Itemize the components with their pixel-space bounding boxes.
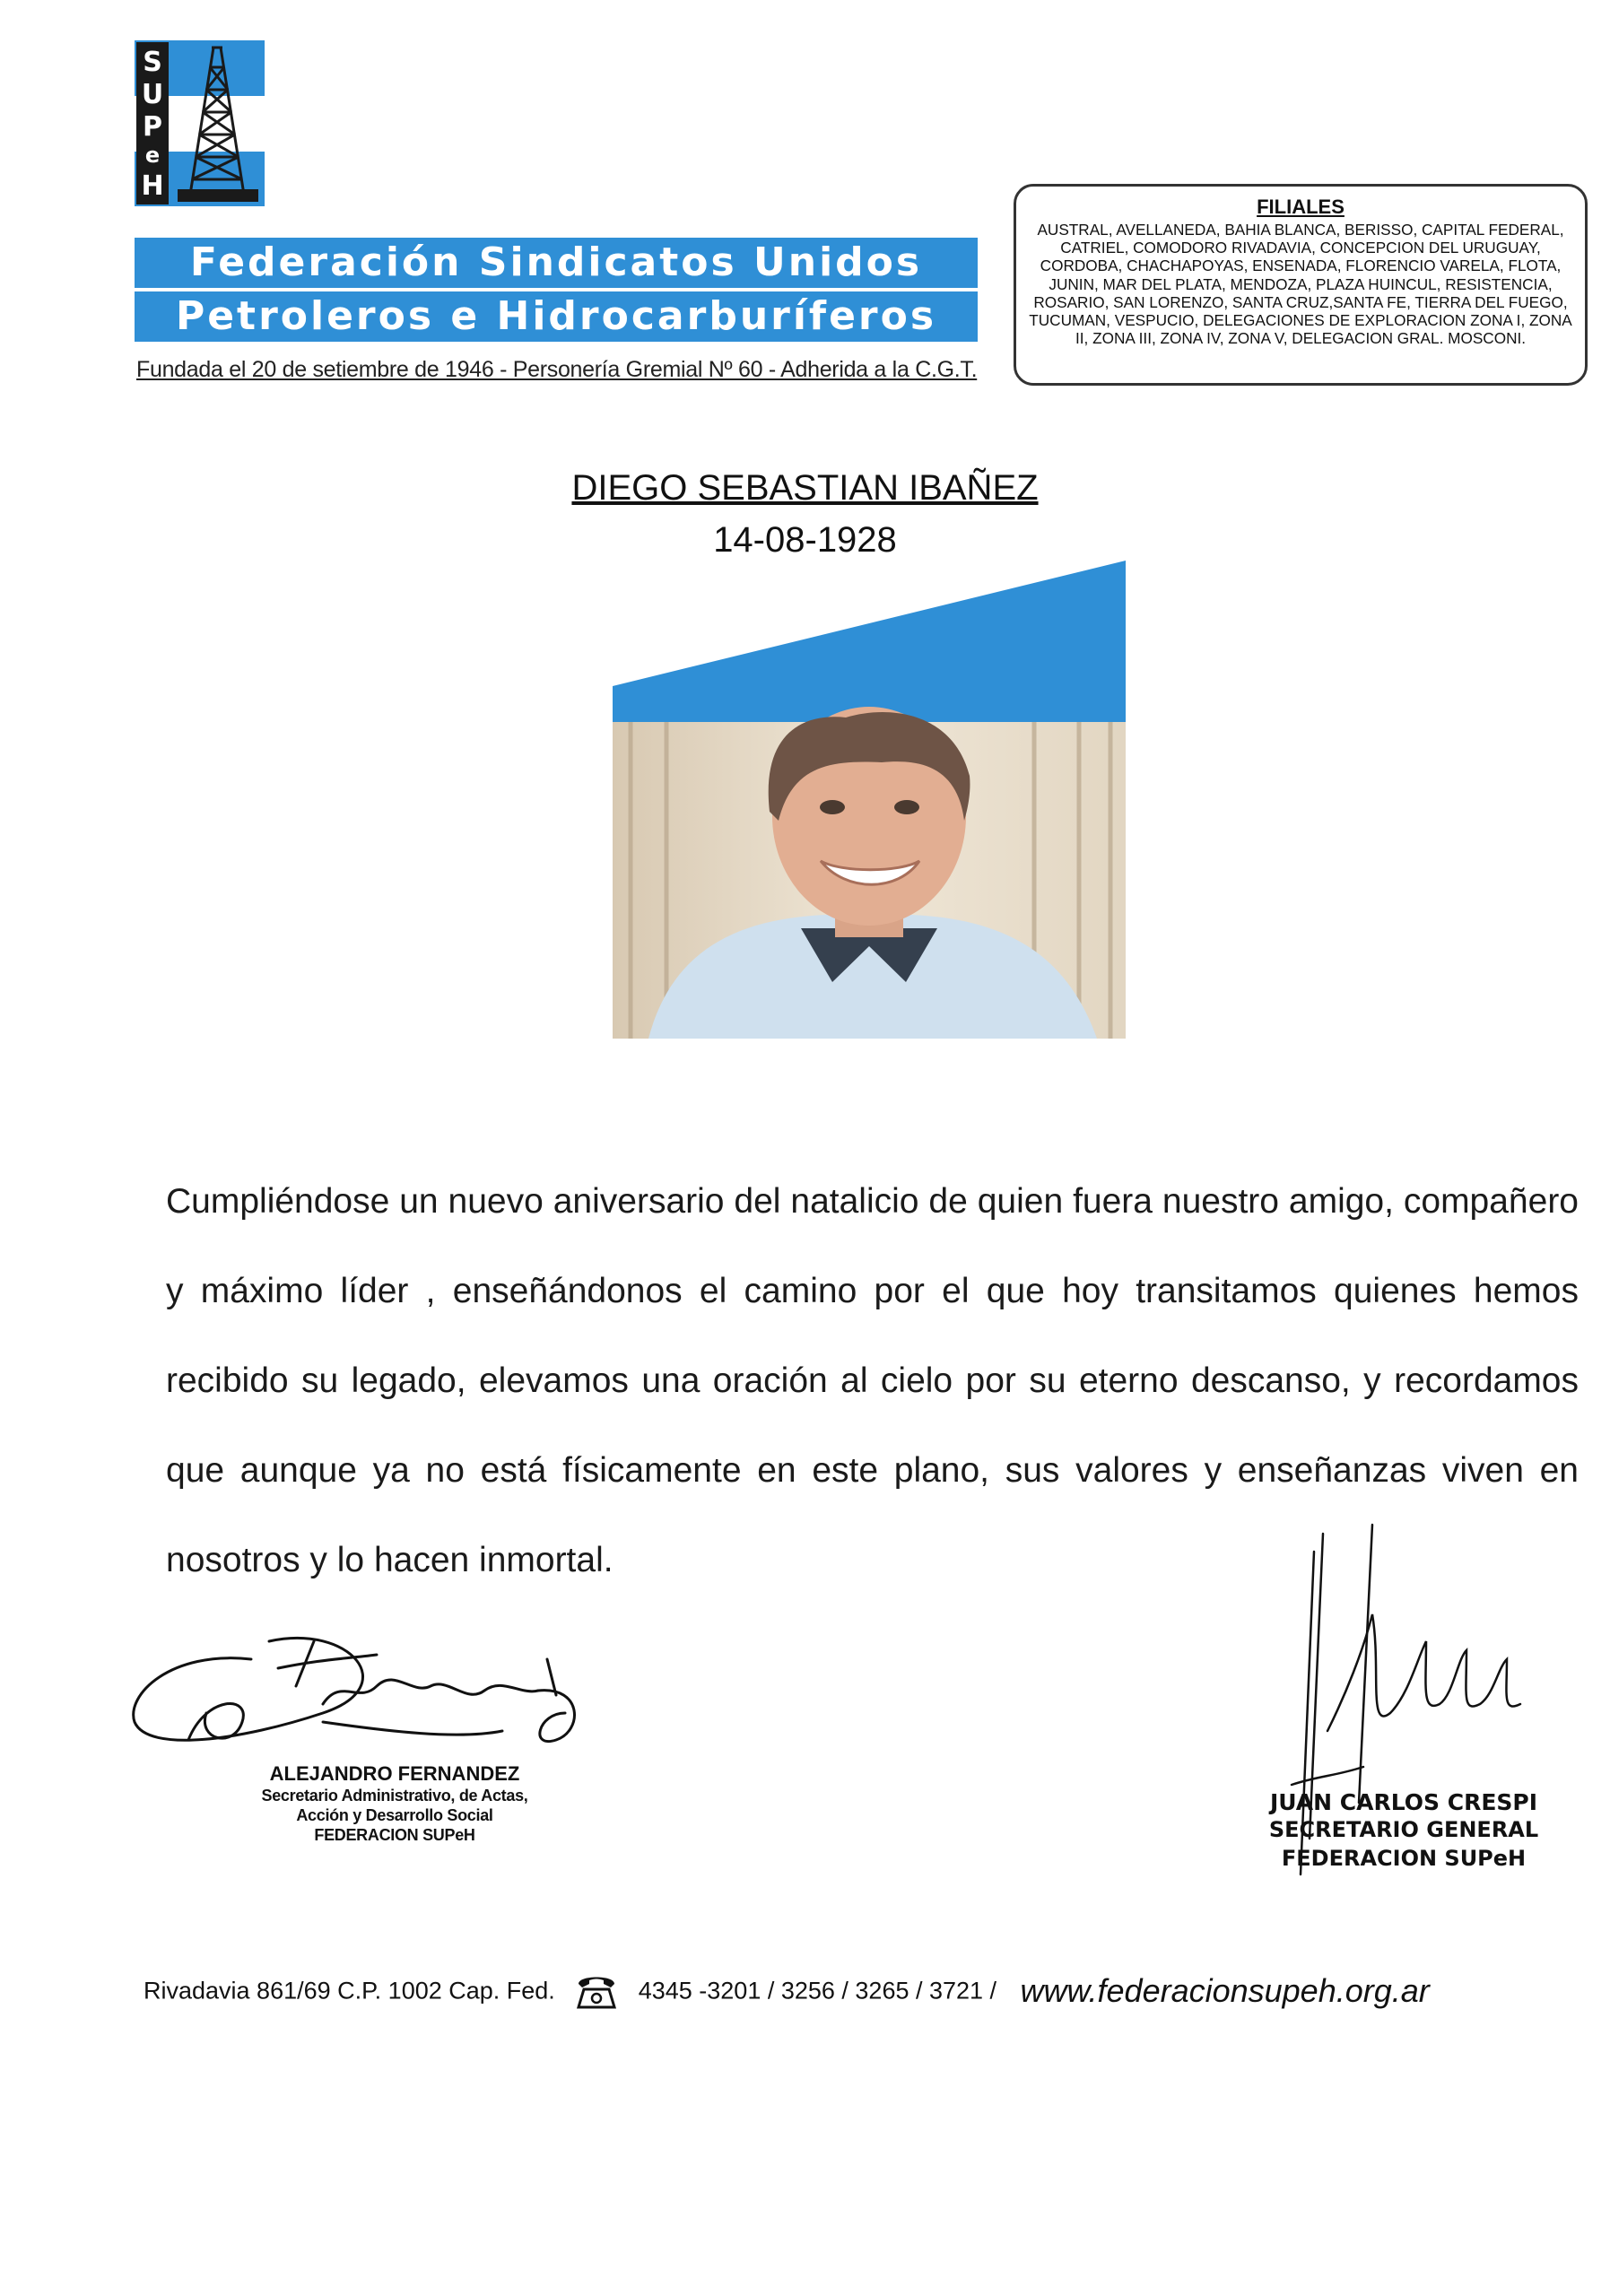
- signatory-left-name: ALEJANDRO FERNANDEZ: [269, 1762, 520, 1785]
- blue-wedge: [613, 561, 1126, 722]
- logo-letter-h: H: [141, 170, 164, 202]
- logo-letter-s: S: [143, 47, 162, 78]
- signatory-left-title-3: FEDERACION SUPeH: [314, 1826, 475, 1844]
- signatory-right-title-1: SECRETARIO GENERAL: [1268, 1817, 1539, 1842]
- honoree-name-text: DIEGO SEBASTIAN IBAÑEZ: [571, 468, 1039, 508]
- signatory-right-name: JUAN CARLOS CRESPI: [1269, 1789, 1538, 1815]
- honoree-name: [0, 468, 1610, 509]
- signature-fernandez: [117, 1605, 619, 1776]
- birth-date: 14-08-1928: [713, 520, 897, 560]
- footer-website[interactable]: www.federacionsupeh.org.ar: [1020, 1972, 1430, 2009]
- footer-phones: 4345 -3201 / 3256 / 3265 / 3721 /: [638, 1977, 997, 2005]
- logo-letter-u: U: [141, 79, 164, 110]
- logo-letter-e: e: [144, 143, 161, 168]
- federation-title-line-1: Federación Sindicatos Unidos: [135, 238, 978, 288]
- filiales-box: [1014, 184, 1588, 386]
- federation-title-line-2: Petroleros e Hidrocarburíferos: [135, 291, 978, 342]
- telephone-icon: [575, 1971, 618, 2011]
- footer-address: Rivadavia 861/69 C.P. 1002 Cap. Fed.: [144, 1977, 555, 2005]
- signatory-right: [1251, 1789, 1556, 1873]
- footer: [144, 1971, 1610, 2016]
- filiales-title: FILIALES: [1257, 196, 1345, 218]
- founded-line: Fundada el 20 de setiembre de 1946 - Personería Gremial Nº 60 - Adherida a la C.G.T.: [136, 357, 978, 382]
- signatory-right-title-2: FEDERACION SUPeH: [1281, 1846, 1527, 1871]
- signatory-left-title-1: Secretario Administrativo, de Actas,: [261, 1787, 528, 1805]
- portrait-photo: [613, 561, 1126, 1039]
- signatory-left-title-2: Acción y Desarrollo Social: [296, 1806, 493, 1824]
- supeh-logo: [135, 40, 265, 206]
- signatory-left: [242, 1762, 547, 1845]
- logo-letter-p: P: [143, 111, 162, 143]
- body-paragraph: Cumpliéndose un nuevo aniversario del natalicio de quien fuera nuestro amigo, compañero y máximo líder , enseñándonos el camino por el que hoy transitamos quienes hemos recibido su legado, elevamos una oración al cielo por su eterno descanso, y recordamos que aunque ya no está físicamente en este plano, sus valores y enseñanzas viven en nosotros y lo hacen inmortal.: [166, 1182, 1579, 1579]
- filiales-list: AUSTRAL, AVELLANEDA, BAHIA BLANCA, BERISSO, CAPITAL FEDERAL, CATRIEL, COMODORO RIVADAVIA, CONCEPCION DEL URUGUAY, CORDOBA, CHACHAPOYAS, ENSENADA, FLORENCIO VARELA, FLOTA, JUNIN, MAR DEL PLATA, MENDOZA, PLAZA HUINCUL, RESISTENCIA, ROSARIO, SAN LORENZO, SANTA CRUZ,SANTA FE, TIERRA DEL FUEGO, TUCUMAN, VESPUCIO, DELEGACIONES DE EXPLORACION ZONA I, ZONA II, ZONA III, ZONA IV, ZONA V, DELEGACION GRAL. MOSCONI.: [1029, 221, 1572, 348]
